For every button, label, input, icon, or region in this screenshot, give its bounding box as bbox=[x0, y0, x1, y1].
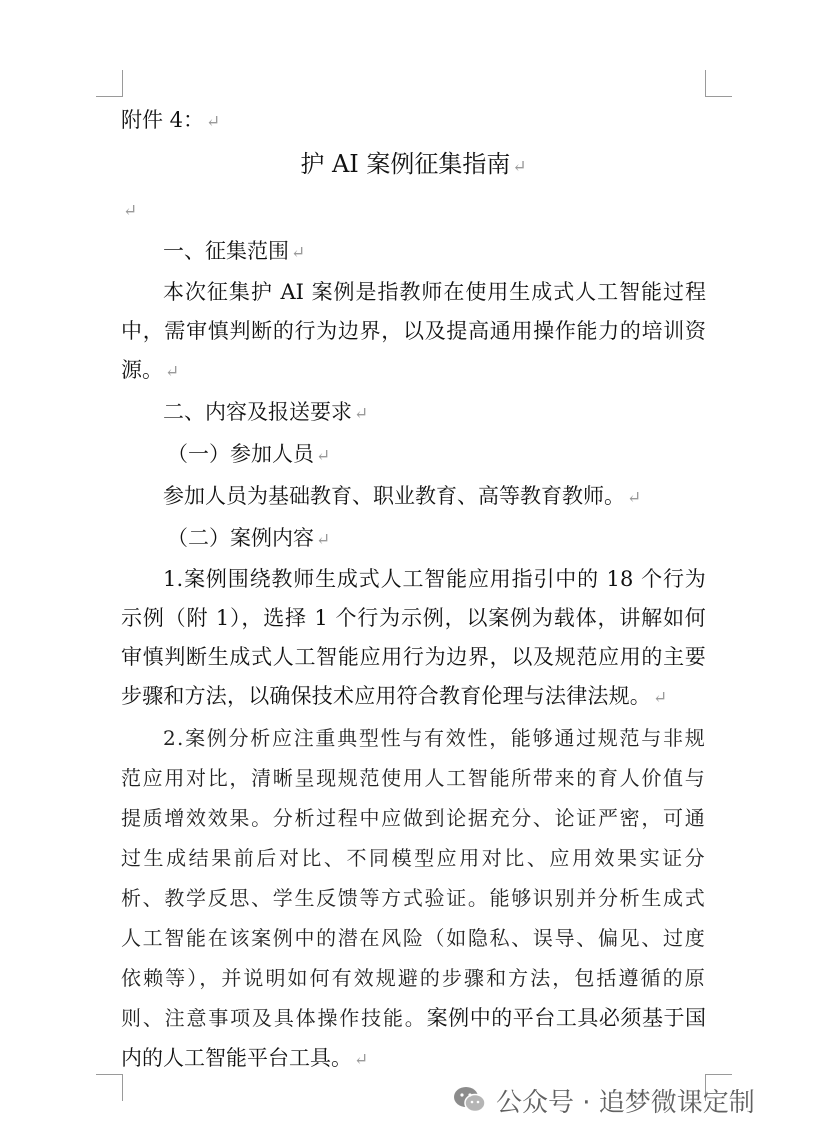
empty-paragraph bbox=[121, 189, 706, 231]
paragraph-mark: ↵ bbox=[206, 112, 221, 132]
paragraph-mark: ↵ bbox=[354, 1050, 370, 1070]
document-page bbox=[121, 98, 706, 1080]
page-corner-top-right bbox=[705, 70, 732, 97]
subsection-heading-content: （二）案例内容 ↵ bbox=[167, 526, 331, 550]
paragraph-mark: ↵ bbox=[123, 201, 138, 221]
content-item-1: 1.案例围绕教师生成式人工智能应用指引中的 18 个行为示例（附 1），选择 1 个行为示例，以案例为载体，讲解如何审慎判断生成式人工智能应用行为边界，以及规范应用的主要步骤和方法，以确保技术应用符合教育伦理与法律法规。 ↵ bbox=[121, 567, 706, 708]
section-heading-requirements: 二、内容及报送要求 ↵ bbox=[163, 400, 369, 424]
paragraph-mark: ↵ bbox=[316, 446, 331, 466]
scope-paragraph: 本次征集护 AI 案例是指教师在使用生成式人工智能过程中，需审慎判断的行为边界，以及提高通用操作能力的培训资源。 ↵ bbox=[121, 280, 706, 382]
paragraph-mark: ↵ bbox=[165, 362, 180, 382]
paragraph-mark: ↵ bbox=[316, 530, 331, 550]
paragraph-mark: ↵ bbox=[653, 688, 668, 708]
attachment-label: 附件 4： ↵ bbox=[121, 108, 221, 132]
wechat-logo-icon bbox=[452, 1085, 488, 1115]
paragraph-mark: ↵ bbox=[291, 243, 306, 263]
watermark-text: 公众号 · 追梦微课定制 bbox=[496, 1087, 755, 1118]
page-corner-top-left bbox=[96, 70, 123, 97]
paragraph-mark: ↵ bbox=[354, 404, 369, 424]
subsection-heading-participants: （一）参加人员 ↵ bbox=[167, 442, 331, 466]
content-item-2: 2.案例分析应注重典型性与有效性，能够通过规范与非规范应用对比，清晰呈现规范使用人工智能所带来的育人价值与提质增效效果。分析过程中应做到论据充分、论证严密，可通过生成结果前后对比、不同模型应用对比、应用效果实证分析、教学反思、学生反馈等方式验证。能够识别并分析生成式人工智能在该案例中的潜在风险（如隐私、误导、偏见、过度依赖等），并说明如何有效规避的步骤和方法，包括遵循的原则、注意事项及具体操作技能。案例中的平台工具必须基于国内的人工智能平台工具。 ↵ bbox=[121, 726, 707, 1070]
participants-paragraph: 参加人员为基础教育、职业教育、高等教育教师。 ↵ bbox=[163, 484, 642, 508]
paragraph-mark: ↵ bbox=[512, 157, 527, 177]
page-title: 护 AI 案例征集指南 ↵ bbox=[300, 150, 527, 178]
page-corner-bottom-left bbox=[96, 1074, 123, 1101]
platform-requirement-text: 案例中的平台工具必须基于国内的人工智能平台工具。 bbox=[121, 1006, 707, 1070]
watermark bbox=[452, 1082, 755, 1118]
paragraph-mark: ↵ bbox=[627, 488, 642, 508]
section-heading-scope: 一、征集范围 ↵ bbox=[163, 239, 306, 263]
